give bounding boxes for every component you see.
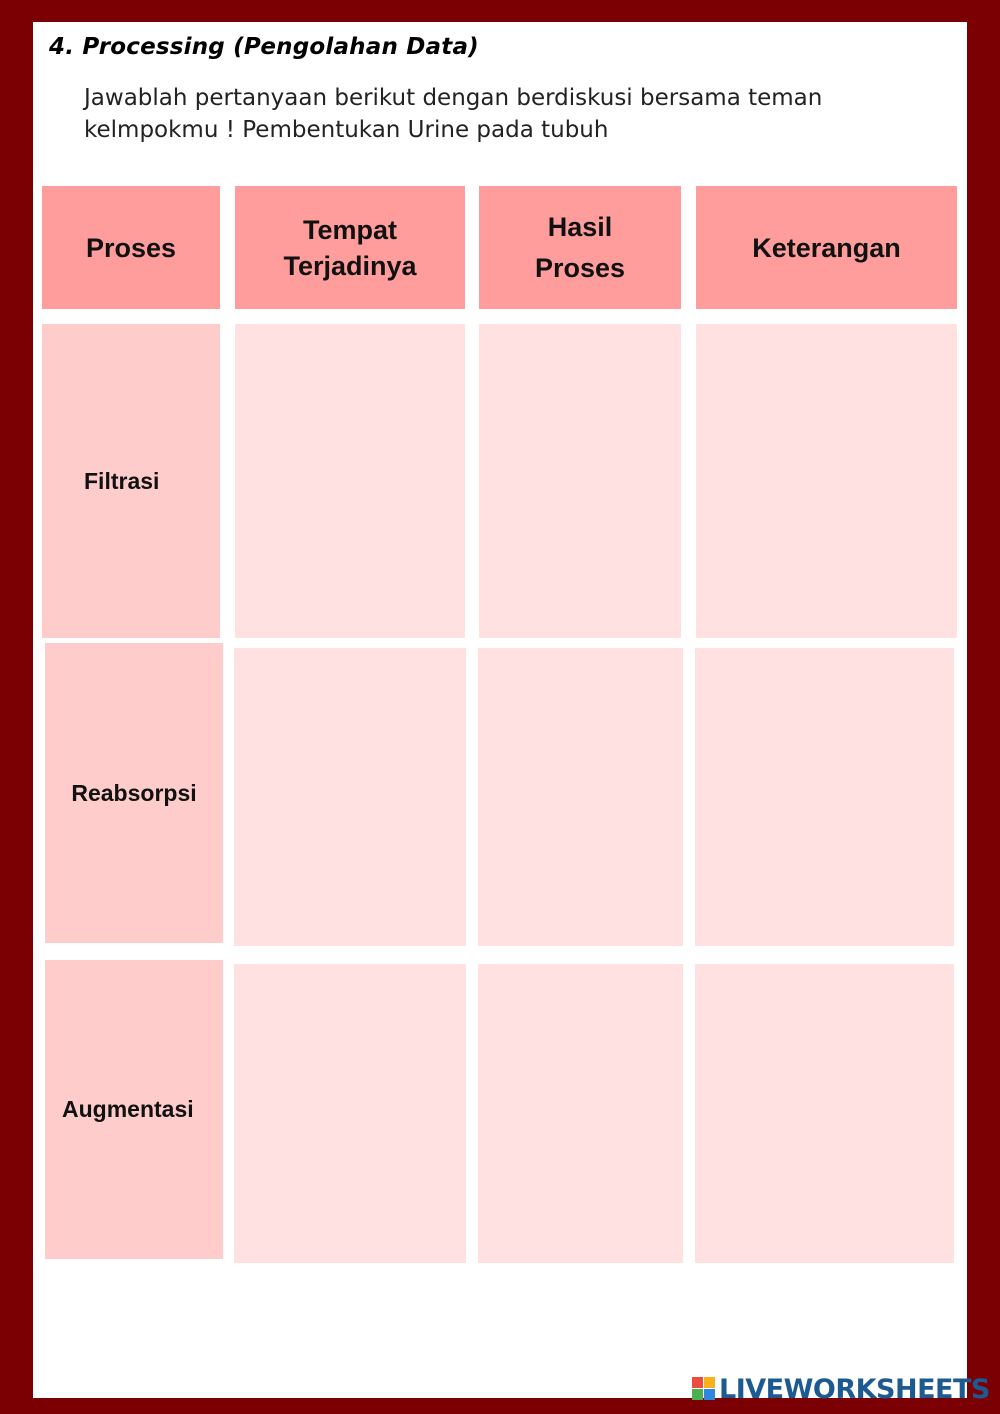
answer-reabsorpsi-keterangan[interactable] — [695, 648, 954, 946]
answer-augmentasi-hasil[interactable] — [478, 964, 683, 1263]
answer-reabsorpsi-hasil[interactable] — [478, 648, 683, 946]
header-hasil-proses — [479, 186, 681, 309]
row-label-text: Filtrasi — [84, 467, 160, 494]
row-reabsorpsi-label — [45, 643, 223, 943]
row-filtrasi-label — [42, 324, 220, 638]
answer-filtrasi-tempat[interactable] — [235, 324, 465, 638]
liveworksheets-logo-icon — [692, 1377, 716, 1401]
row-label-text: Reabsorpsi — [71, 779, 197, 806]
header-tempat-terjadinya — [235, 186, 465, 309]
watermark-text: LIVEWORKSHEETS — [719, 1373, 990, 1405]
liveworksheets-watermark — [692, 1374, 990, 1404]
header-hasil-line-1: Hasil — [547, 211, 613, 242]
answer-filtrasi-keterangan[interactable] — [696, 324, 957, 638]
row-label-text: Augmentasi — [62, 1096, 194, 1122]
instruction-text — [84, 82, 884, 146]
section-title: 4. Processing (Pengolahan Data) — [49, 34, 479, 60]
header-hasil-label — [535, 207, 625, 289]
header-keterangan-label: Keterangan — [752, 232, 901, 263]
answer-filtrasi-hasil[interactable] — [479, 324, 681, 638]
header-hasil-line-2: Proses — [534, 252, 626, 283]
answer-augmentasi-tempat[interactable] — [234, 964, 466, 1263]
answer-augmentasi-keterangan[interactable] — [695, 964, 954, 1263]
header-tempat-line-1: Tempat — [302, 214, 397, 245]
row-augmentasi-label — [45, 960, 223, 1259]
answer-reabsorpsi-tempat[interactable] — [234, 648, 466, 946]
header-proses — [42, 186, 220, 309]
instruction-line-2: kelmpokmu ! Pembentukan Urine pada tubuh — [84, 117, 609, 143]
header-keterangan — [696, 186, 957, 309]
header-proses-label: Proses — [85, 232, 177, 263]
header-tempat-label — [283, 212, 416, 284]
instruction-line-1: Jawablah pertanyaan berikut dengan berdiskusi bersama teman — [84, 85, 823, 111]
header-tempat-line-2: Terjadinya — [283, 250, 417, 281]
